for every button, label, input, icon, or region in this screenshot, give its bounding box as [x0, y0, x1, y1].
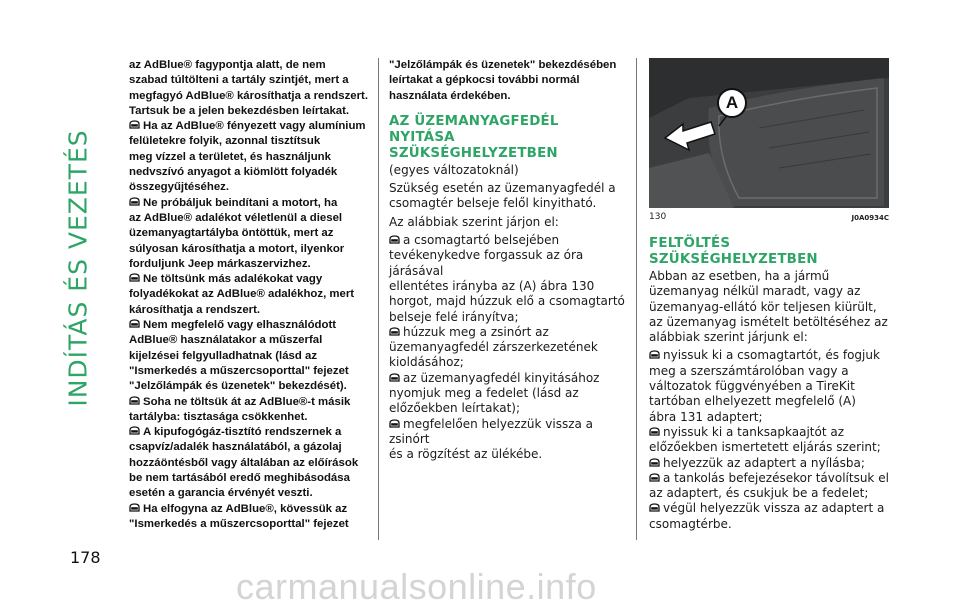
bullet-icon	[649, 503, 660, 512]
warning-line	[129, 180, 369, 195]
warning-line	[129, 134, 369, 149]
warning-line-text: üzemanyagtartályba öntöttük, mert az	[129, 227, 334, 240]
warning-line	[129, 287, 369, 302]
instruction-line-text: és a rögzítést az ülékébe.	[389, 447, 543, 462]
bullet-icon	[129, 396, 140, 405]
warning-line	[129, 333, 369, 348]
warning-line	[129, 196, 369, 211]
instruction-line-text: Az alábbiak szerint járjon el:	[389, 214, 559, 229]
bullet-icon	[649, 458, 660, 467]
heading-line: AZ ÜZEMANYAGFEDÉL NYITÁSA	[389, 113, 559, 145]
instruction-line	[649, 486, 889, 501]
warning-line	[129, 502, 369, 517]
instruction-line	[389, 355, 629, 370]
column-divider	[636, 58, 637, 540]
warning-line	[129, 486, 369, 501]
warning-line	[129, 517, 369, 532]
instruction-line	[649, 471, 889, 486]
instruction-line-text: (egyes változatoknál)	[389, 162, 519, 177]
instruction-line-text: csomagtér belseje felől kinyitható.	[389, 196, 597, 211]
heading-line: SZÜKSÉGHELYZETBEN	[389, 145, 558, 161]
warning-line-text: Ha elfogyna az AdBlue®, kövessük az	[143, 502, 348, 515]
warning-line	[129, 73, 369, 88]
warning-line-text: Ha az AdBlue® fényezett vagy alumínium	[143, 120, 366, 133]
instruction-line	[389, 248, 629, 279]
figure-code: J0A0934C	[851, 214, 889, 222]
instruction-line-text: üzemanyag nélkül maradt, vagy az	[649, 284, 861, 299]
bullet-icon	[389, 373, 400, 382]
bullet-icon	[649, 350, 660, 359]
instruction-line	[649, 300, 889, 315]
instruction-line-text: az üzemanyagfedél kinyitásához	[403, 370, 600, 385]
warning-line	[129, 425, 369, 440]
bullet-icon	[129, 273, 140, 282]
warning-line	[129, 257, 369, 272]
instruction-line-text: alábbiak szerint járjunk el:	[649, 330, 808, 345]
instruction-line	[389, 181, 629, 196]
instruction-line-text: a tankolás befejezésekor távolítsuk el	[663, 470, 889, 485]
warning-line	[129, 104, 369, 119]
warning-line	[129, 349, 369, 364]
warning-line	[129, 456, 369, 471]
instruction-line	[389, 163, 629, 178]
warning-line	[129, 89, 369, 104]
warning-line-text: felületekre folyik, azonnal tisztítsuk	[129, 135, 321, 148]
warning-line	[129, 272, 369, 287]
heading-line: FELTÖLTÉS	[649, 236, 731, 251]
warning-line-text: Tartsuk be a jelen bekezdésben leírtakat.	[129, 104, 350, 117]
warning-line	[129, 226, 369, 241]
instruction-line	[389, 386, 629, 401]
instruction-line-text: nyissuk ki a csomagtartót, és fogjuk	[663, 348, 880, 363]
instruction-line	[389, 340, 629, 355]
warning-line-text: "Ismerkedés a műszercsoporttal" fejezet	[129, 364, 349, 377]
bullet-icon	[649, 427, 660, 436]
instruction-line-text: nyomjuk meg a fedelet (lásd az	[389, 386, 579, 401]
figure-number: 130	[649, 212, 667, 222]
warning-line	[129, 303, 369, 318]
instruction-line-text: a csomagtartó belsejében	[403, 233, 560, 248]
warning-line	[129, 58, 369, 73]
refuel-column	[649, 58, 889, 532]
warning-line-text: "Jelzőlámpák és üzenetek" bekezdésében	[389, 59, 617, 71]
warning-line-text: A kipufogógáz-tisztító rendszernek a	[143, 426, 342, 439]
page-number: 178	[70, 548, 101, 567]
warning-line	[389, 73, 629, 88]
instruction-line-text: ábra 131 adaptert;	[649, 409, 763, 424]
instruction-line	[649, 284, 889, 299]
warning-line	[129, 211, 369, 226]
warning-line	[129, 379, 369, 394]
instruction-line	[649, 315, 889, 330]
warning-line	[129, 395, 369, 410]
warning-continuation	[389, 58, 629, 104]
bullet-icon	[389, 327, 400, 336]
warning-line-text: nedvszívó anyagot a kiömlött folyadék	[129, 166, 338, 179]
instruction-line-text: húzzuk meg a zsinórt az	[403, 324, 549, 339]
warning-line-text: forduljunk Jeep márkaszervizhez.	[129, 257, 311, 270]
bullet-icon	[129, 426, 140, 435]
instruction-line-text: üzemanyag-ellátó kör teljesen kiürült,	[649, 299, 877, 314]
instruction-line	[389, 401, 629, 416]
warning-line-text: Ne próbáljuk beindítani a motort, ha	[143, 196, 338, 209]
warning-line-text: szabad túltölteni a tartály szintjét, mert a	[129, 74, 349, 87]
instruction-line	[649, 425, 889, 440]
figure-caption	[649, 212, 889, 222]
warning-line	[129, 119, 369, 134]
instruction-line	[389, 233, 629, 248]
warning-line	[389, 89, 629, 104]
instruction-line	[649, 269, 889, 284]
bullet-icon	[649, 473, 660, 482]
instruction-line-text: Szükség esetén az üzemanyagfedél a	[389, 181, 616, 196]
heading-line: SZÜKSÉGHELYZETBEN	[649, 252, 818, 267]
instruction-line-text: Abban az esetben, ha a jármű	[649, 269, 830, 283]
bullet-icon	[129, 503, 140, 512]
instruction-line-text: meg a szerszámtárolóban vagy a	[649, 363, 849, 378]
bullet-icon	[389, 419, 400, 428]
warning-line	[129, 471, 369, 486]
instruction-line	[389, 294, 629, 309]
warning-line-text: esetén a garancia érvényét veszti.	[129, 487, 313, 500]
figure-callout-a: A	[717, 88, 747, 118]
warning-line-text: kijelzései felgyulladhatnak (lásd az	[129, 349, 318, 362]
warning-column	[129, 58, 369, 532]
instruction-line	[649, 379, 889, 394]
fuel-cap-instructions	[389, 163, 629, 463]
warning-line-text: folyadékokat az AdBlue® adalékhoz, mert	[129, 288, 355, 301]
warning-line-text: csapvíz/adalék használatából, a gázolaj	[129, 441, 342, 454]
instruction-line-text: belseje felé irányítva;	[389, 309, 519, 324]
warning-line-text: "Jelzőlámpák és üzenetek" bekezdését).	[129, 380, 347, 393]
warning-line	[129, 318, 369, 333]
instruction-line	[389, 196, 629, 211]
warning-line-text: használata érdekében.	[389, 89, 511, 102]
warning-line-text: az AdBlue® fagypontja alatt, de nem	[129, 59, 326, 71]
instruction-line-text: megfelelően helyezzük vissza a zsinórt	[389, 416, 594, 446]
instruction-line-text: az adaptert, és csukjuk be a fedelet;	[649, 486, 869, 501]
bullet-icon	[129, 197, 140, 206]
instruction-line	[649, 501, 889, 516]
warning-line-text: az AdBlue® adalékot véletlenül a diesel	[129, 211, 343, 224]
instruction-line-text: az üzemanyag ismételt betöltéséhez az	[649, 314, 888, 329]
warning-line-text: Soha ne töltsük át az AdBlue®-t másik	[143, 395, 351, 408]
warning-line-text: Nem megfelelő vagy elhasználódott	[143, 319, 337, 332]
section-title: INDÍTÁS ÉS VEZETÉS	[63, 129, 93, 407]
instruction-line-text: horgot, majd húzzuk elő a csomagtartó	[389, 294, 625, 309]
column-divider	[378, 58, 379, 540]
instruction-line-text: végül helyezzük vissza az adaptert a	[663, 501, 885, 516]
instruction-line-text: csomagtérbe.	[649, 516, 732, 531]
warning-line	[129, 440, 369, 455]
warning-line-text: károsíthatja a rendszert.	[129, 303, 261, 316]
instruction-line-text: tevékenykedve forgassuk az óra járásával	[389, 248, 584, 278]
warning-line	[129, 242, 369, 257]
warning-line	[129, 410, 369, 425]
figure-130	[649, 58, 889, 208]
instruction-line	[649, 394, 889, 409]
instruction-line-text: előzőekben ismertetett eljárás szerint;	[649, 440, 881, 455]
warning-line	[129, 165, 369, 180]
instruction-line	[389, 371, 629, 386]
instruction-line	[389, 279, 629, 294]
warning-line-text: Ne töltsünk más adalékokat vagy	[143, 273, 323, 286]
instruction-line	[649, 348, 889, 363]
instruction-line-text: helyezzük az adaptert a nyílásba;	[663, 455, 865, 470]
instruction-line	[389, 447, 629, 462]
warning-line-text: súlyosan károsíthatja a motort, ilyenkor	[129, 242, 345, 255]
instruction-line-text: kioldásához;	[389, 355, 464, 370]
warning-line	[129, 364, 369, 379]
fuel-cap-column	[389, 58, 629, 463]
fuel-cap-heading	[389, 114, 629, 162]
refuel-instructions	[649, 269, 889, 532]
watermark: carmanualsonline.info	[236, 566, 597, 604]
bullet-icon	[129, 319, 140, 328]
instruction-line-text: nyissuk ki a tanksapkaajtót az	[663, 424, 845, 439]
instruction-line	[649, 440, 889, 455]
instruction-line	[649, 364, 889, 379]
instruction-line	[389, 325, 629, 340]
warning-line-text: leírtakat a gépkocsi további normál	[389, 74, 580, 87]
instruction-line	[649, 517, 889, 532]
warning-line-text: "Ismerkedés a műszercsoporttal" fejezet	[129, 517, 349, 530]
instruction-line-text: tartóban elhelyezett megfelelő (A)	[649, 394, 856, 409]
instruction-line	[389, 417, 629, 448]
warning-line-text: meg vízzel a területet, és használjunk	[129, 150, 331, 163]
bullet-icon	[389, 235, 400, 244]
instruction-line	[389, 215, 629, 230]
bullet-icon	[129, 120, 140, 129]
warning-line-text: összegyűjtéséhez.	[129, 181, 230, 194]
instruction-line	[649, 456, 889, 471]
warning-line-text: be nem tartásából eredő meghibásodása	[129, 472, 350, 485]
instruction-line	[649, 410, 889, 425]
warning-line	[389, 58, 629, 73]
instruction-line-text: előzőekben leírtakat);	[389, 401, 521, 416]
warning-line-text: tartályba: tisztasága csökkenhet.	[129, 410, 308, 423]
instruction-line	[389, 310, 629, 325]
instruction-line	[649, 330, 889, 345]
warning-line-text: hozzáöntésből vagy általában az előírások	[129, 456, 359, 469]
instruction-line-text: ellentétes irányba az (A) ábra 130	[389, 278, 595, 293]
instruction-line-text: változatok függvényében a TireKit	[649, 379, 855, 394]
instruction-line-text: üzemanyagfedél zárszerkezetének	[389, 340, 598, 355]
refuel-heading	[649, 236, 889, 268]
warning-line-text: megfagyó AdBlue® károsíthatja a rendszert.	[129, 89, 369, 102]
warning-line	[129, 150, 369, 165]
warning-line-text: AdBlue® használatakor a műszerfal	[129, 334, 323, 347]
trunk-interior-illustration	[649, 58, 889, 208]
